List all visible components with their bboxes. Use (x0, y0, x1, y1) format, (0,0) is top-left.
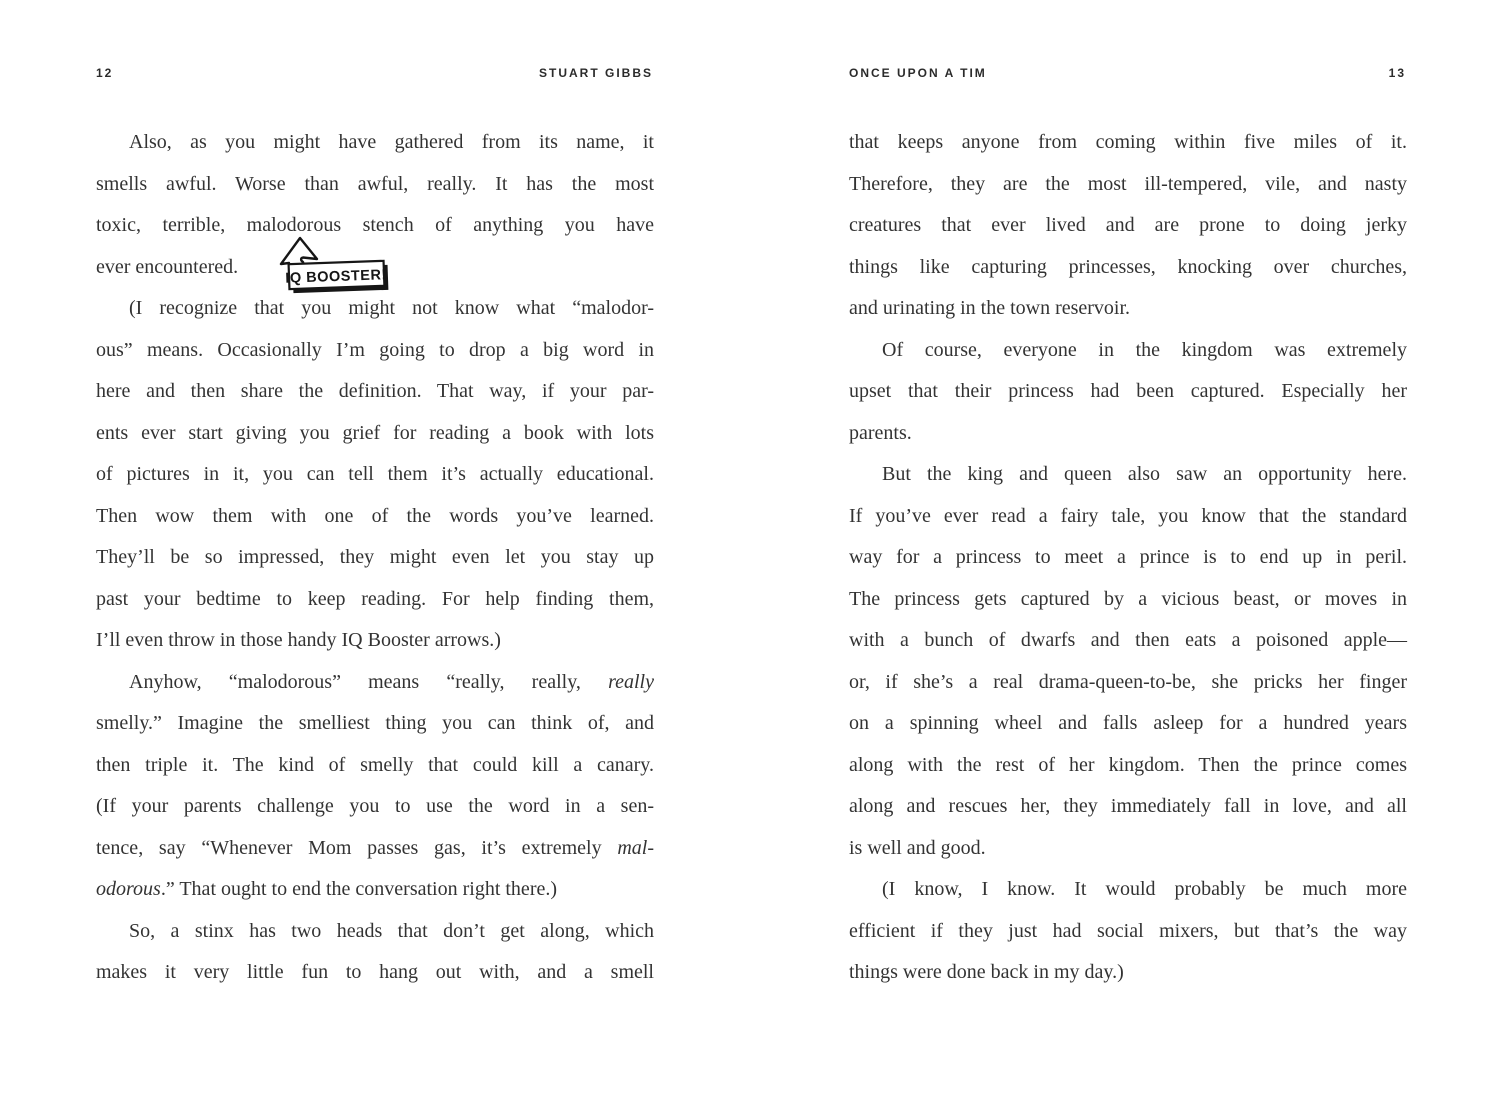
text-line: Then wow them with one of the words you’ve learned. (96, 504, 654, 527)
running-head-author: STUART GIBBS (539, 66, 653, 80)
page-number-right: 13 (1388, 66, 1406, 80)
text-line: along and rescues her, they immediately fall in love, and all (849, 795, 1407, 817)
text-line: is well and good. (849, 836, 986, 859)
text-line: If you’ve ever read a fairy tale, you know that the standard (849, 504, 1407, 527)
iq-booster-label: IQ BOOSTER! (285, 267, 388, 287)
text-line: things like capturing princesses, knocking over churches, (849, 255, 1407, 278)
text-line: past your bedtime to keep reading. For help finding them, (96, 587, 654, 610)
text-line: creatures that ever lived and are prone to doing jerky (849, 214, 1407, 236)
running-head-title: ONCE UPON A TIM (849, 66, 987, 80)
text-line: The princess gets captured by a vicious beast, or moves in (849, 587, 1407, 610)
text-line: So, a stinx has two heads that don’t get along, which (129, 919, 654, 942)
text-line: on a spinning wheel and falls asleep for a hundred years (849, 712, 1407, 734)
text-line: (I recognize that you might not know what “malodor- (129, 297, 654, 319)
text-line: or, if she’s a real drama-queen-to-be, she pricks her finger (849, 670, 1407, 693)
text-line: way for a princess to meet a prince is to end up in peril. (849, 546, 1407, 568)
text-line: here and then share the definition. That way, if your par- (96, 380, 654, 402)
text-line: Also, as you might have gathered from its name, it (129, 131, 654, 153)
text-line: Therefore, they are the most ill-tempered, vile, and nasty (849, 172, 1407, 195)
text-line: and urinating in the town reservoir. (849, 297, 1131, 319)
text-line: along with the rest of her kingdom. Then the prince comes (849, 753, 1407, 776)
text-line: Of course, everyone in the kingdom was extremely (882, 338, 1407, 361)
iq-booster-graphic (274, 236, 394, 300)
text-line: parents. (849, 421, 912, 444)
text-line: They’ll be so impressed, they might even let you stay up (96, 546, 654, 568)
text-line: ever encountered. (96, 255, 239, 278)
text-column-right (849, 122, 1407, 994)
text-line: makes it very little fun to hang out with, and a smell (96, 961, 654, 983)
text-line: Anyhow, “malodorous” means “really, really, really (129, 670, 654, 693)
text-line: smelly.” Imagine the smelliest thing you can think of, and (96, 712, 654, 734)
text-line: ents ever start giving you grief for reading a book with lots (96, 421, 654, 444)
text-line: things were done back in my day.) (849, 961, 1124, 983)
text-line: with a bunch of dwarfs and then eats a poisoned apple— (849, 629, 1407, 651)
text-line: But the king and queen also saw an opportunity here. (882, 463, 1407, 485)
text-line: tence, say “Whenever Mom passes gas, it’s extremely mal- (96, 836, 654, 859)
text-line: I’ll even throw in those handy IQ Booster arrows.) (96, 629, 501, 651)
text-line: (If your parents challenge you to use the word in a sen- (96, 795, 654, 817)
text-line: of pictures in it, you can tell them it’s actually educational. (96, 463, 654, 485)
text-line: (I know, I know. It would probably be much more (882, 878, 1407, 900)
text-line: that keeps anyone from coming within five miles of it. (849, 131, 1407, 153)
text-line: odorous.” That ought to end the conversation right there.) (96, 878, 558, 900)
text-line: then triple it. The kind of smelly that could kill a canary. (96, 753, 654, 776)
text-line: toxic, terrible, malodorous stench of anything you have (96, 214, 654, 236)
text-line: upset that their princess had been captured. Especially her (849, 380, 1407, 402)
text-line: smells awful. Worse than awful, really. It has the most (96, 172, 654, 195)
text-line: efficient if they just had social mixers, but that’s the way (849, 919, 1407, 942)
page-number-left: 12 (96, 66, 114, 80)
text-line: ous” means. Occasionally I’m going to drop a big word in (96, 338, 654, 361)
